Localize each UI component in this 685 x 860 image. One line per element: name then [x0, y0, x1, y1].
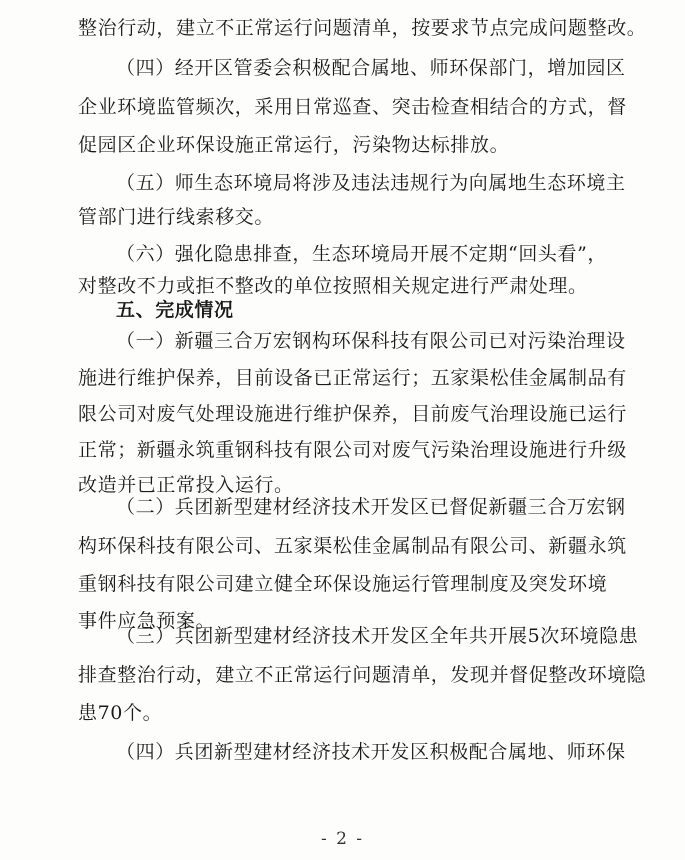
paragraph-5-line-2: 管部门进行线索移交。 — [78, 206, 275, 228]
section-heading: 五、完成情况 — [116, 299, 234, 321]
paragraph-4-line-3: 促园区企业环保设施正常运行，污染物达标排放。 — [78, 134, 510, 156]
completion-3-line-2: 排查整治行动，建立不正常运行问题清单，发现并督促整改环境隐 — [78, 664, 647, 686]
body-line: 整治行动，建立不正常运行问题清单，按要求节点完成问题整改。 — [78, 17, 647, 39]
completion-2-line-3: 重钢科技有限公司建立健全环保设施运行管理制度及突发环境 — [78, 573, 608, 595]
completion-1-line-4: 正常；新疆永筑重钢科技有限公司对废气污染治理设施进行升级 — [78, 439, 627, 461]
paragraph-4-line-2: 企业环境监管频次，采用日常巡查、突击检查相结合的方式，督 — [78, 96, 627, 118]
completion-3-line-1: （三）兵团新型建材经济技术开发区全年共开展5次环境隐患 — [116, 625, 639, 647]
completion-1-line-3: 限公司对废气处理设施进行维护保养，目前废气治理设施已运行 — [78, 403, 627, 425]
paragraph-4-line-1: （四）经开区管委会积极配合属地、师环保部门，增加园区 — [116, 57, 626, 79]
completion-1-line-2: 施进行维护保养，目前设备已正常运行；五家渠松佳金属制品有 — [78, 367, 627, 389]
completion-1-line-5: 改造并已正常投入运行。 — [78, 474, 294, 496]
paragraph-5-line-1: （五）师生态环境局将涉及违法违规行为向属地生态环境主 — [116, 172, 626, 194]
completion-1-line-1: （一）新疆三合万宏钢构环保科技有限公司已对污染治理设 — [116, 330, 626, 352]
completion-3-line-3: 患70个。 — [78, 702, 163, 724]
completion-2-line-1: （二）兵团新型建材经济技术开发区已督促新疆三合万宏钢 — [116, 496, 626, 518]
page-number: - 2 - — [320, 829, 365, 849]
completion-2-line-4: 事件应急预案。 — [78, 610, 216, 632]
completion-2-line-2: 构环保科技有限公司、五家渠松佳金属制品有限公司、新疆永筑 — [78, 535, 627, 557]
paragraph-6-line-2: 对整改不力或拒不整改的单位按照相关规定进行严肃处理。 — [78, 275, 588, 297]
paragraph-6-line-1: （六）强化隐患排查，生态环境局开展不定期“回头看”， — [116, 243, 608, 265]
completion-4-line-1: （四）兵团新型建材经济技术开发区积极配合属地、师环保 — [116, 741, 626, 763]
